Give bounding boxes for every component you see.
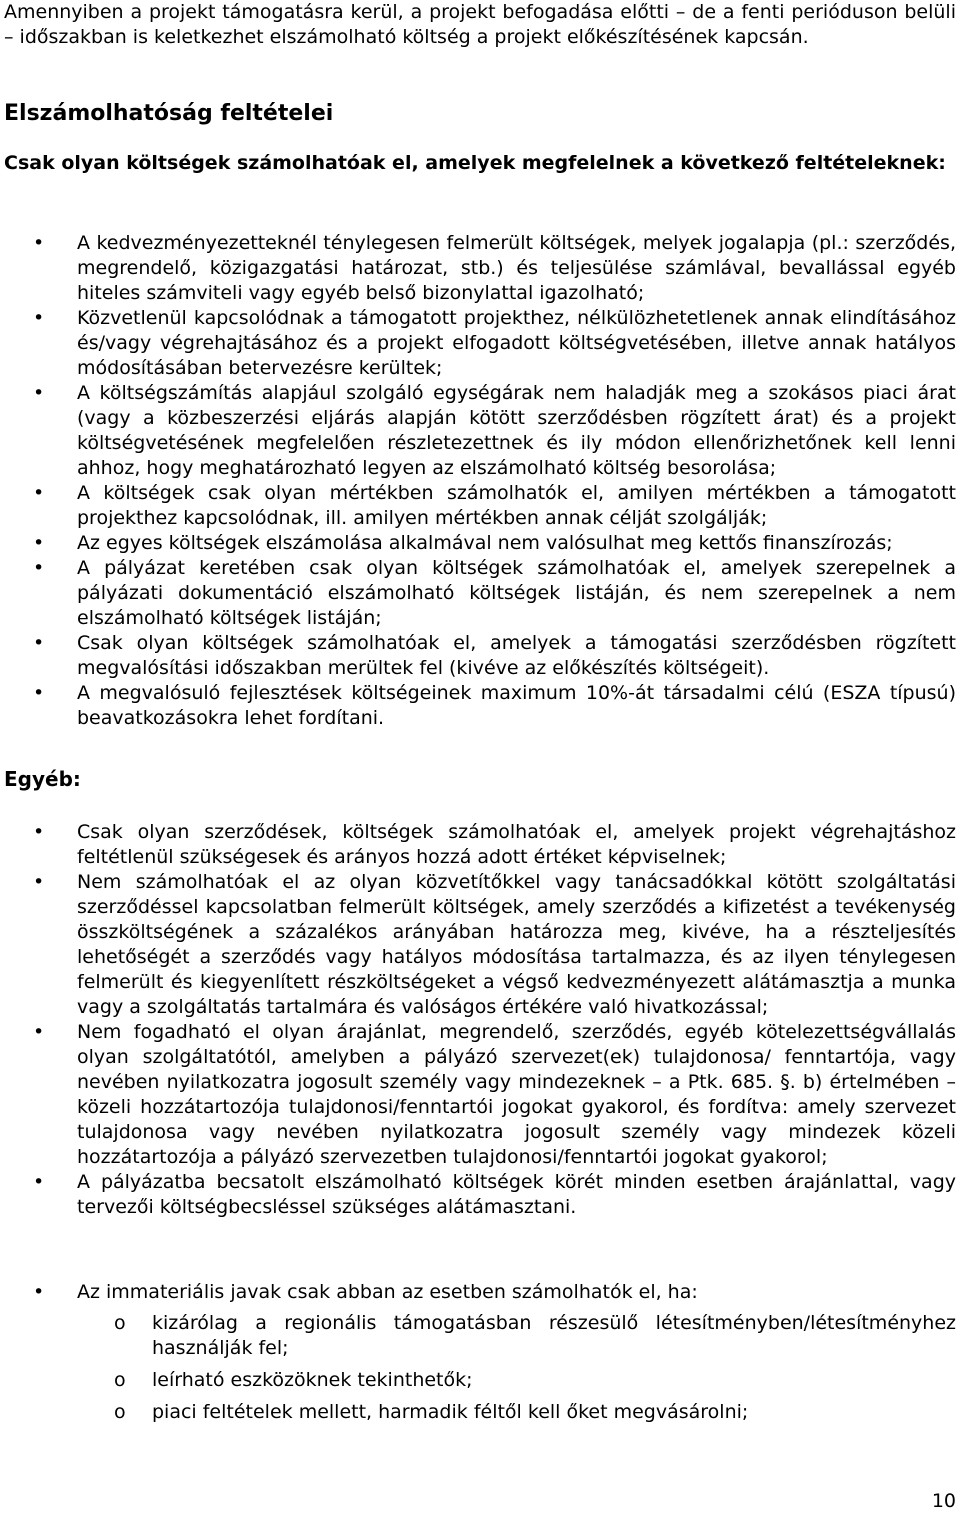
- list-item-text: Csak olyan költségek számolhatóak el, amelyek a támogatási szerződésben rögzített megvalósítási időszakban merültek fel (kivéve az előkészítés költségeit).: [77, 632, 956, 679]
- list-item: [0, 870, 960, 1020]
- list-item: [0, 481, 960, 531]
- bullet-icon: •: [33, 821, 45, 843]
- bullet-icon: •: [33, 871, 45, 893]
- bullet-icon: •: [33, 1171, 45, 1193]
- list-item-text: Nem fogadható el olyan árajánlat, megrendelő, szerződés, egyéb kötelezettségvállalás olyan szolgáltatótól, amelyben a pályázó szervezet(ek) tulajdonosa/ fenntartója, vagy nevében nyilatkozatra jogosult személy vagy mindezeknek – a Ptk. 685. §. b) értelmében – közeli hozzátartozója tulajdonosi/fenntartói jogokat gyakorol, és fordítva: amely szervezet tulajdonosa vagy nevében nyilatkozatra jogosult személy vagy mindezek közeli hozzátartozója a pályázó szervezetben tulajdonosi/fenntartói jogokat gyakorol;: [77, 1021, 956, 1168]
- list-item-text: Csak olyan szerződések, költségek számolhatóak el, amelyek projekt végrehajtáshoz feltétlenül szükségesek és arányos hozzá adott értéket képviselnek;: [77, 821, 956, 868]
- bullet-icon: •: [33, 682, 45, 704]
- sub-list-item: [0, 1400, 960, 1425]
- bullet-icon: •: [33, 632, 45, 654]
- bullet-icon: •: [33, 307, 45, 329]
- list-item-text: A pályázatba becsatolt elszámolható költségek körét minden esetben árajánlattal, vagy tervezői költségbecsléssel szükséges alátámasztani.: [77, 1171, 956, 1218]
- list-item: [0, 381, 960, 481]
- bullet-icon: •: [33, 482, 45, 504]
- circle-bullet-icon: o: [114, 1369, 126, 1391]
- sub-list-item: [0, 1368, 960, 1393]
- list-item-text: A költségek csak olyan mértékben számolhatók el, amilyen mértékben a támogatott projekthez kapcsolódnak, ill. amilyen mértékben annak célját szolgálják;: [77, 482, 956, 529]
- list-item: [0, 556, 960, 631]
- list-item-text: Nem számolhatóak el az olyan közvetítőkkel vagy tanácsadókkal kötött szolgáltatási szerződéssel kapcsolatban felmerült költségek, amely szerződés a kifizetést a tevékenység összköltségének a százalékos arányában határozza meg, kivéve, ha a részteljesítés lehetőségét a szerződés vagy hatályos módosítása tartalmazza, és az ilyen ténylegesen felmerült és kiegyenlített részköltségeket a végső kedvezményezett alátámasztja a munka vagy a szolgáltatás tartalmára és valóságos értékére való hivatkozással;: [77, 871, 956, 1018]
- other-title: Egyéb:: [4, 767, 81, 791]
- immaterial-sublist-3: [0, 1400, 960, 1425]
- conditions-intro: Csak olyan költségek számolhatóak el, amelyek megfelelnek a következő feltételeknek:: [4, 152, 946, 174]
- sub-list-item-text: leírható eszközöknek tekinthetők;: [152, 1369, 473, 1391]
- section-title: Elszámolhatóság feltételei: [4, 101, 334, 126]
- immaterial-sublist-2: [0, 1368, 960, 1393]
- bullet-icon: •: [33, 382, 45, 404]
- list-item: [0, 631, 960, 681]
- list-item: [0, 681, 960, 731]
- page-number: 10: [931, 1490, 956, 1512]
- bullet-icon: •: [33, 232, 45, 254]
- list-item: [0, 820, 960, 870]
- sub-list-item-text: kizárólag a regionális támogatásban részesülő létesítményben/létesítményhez használják fel;: [152, 1312, 956, 1359]
- other-list: [0, 820, 960, 1220]
- immaterial-sublist: [0, 1311, 960, 1361]
- sub-list-item-text: piaci feltételek mellett, harmadik féltől kell őket megvásárolni;: [152, 1401, 749, 1423]
- bullet-icon: •: [33, 1281, 45, 1303]
- list-item: [0, 1280, 960, 1305]
- list-item: [0, 531, 960, 556]
- list-item-text: A költségszámítás alapjául szolgáló egységárak nem haladják meg a szokásos piaci árat (vagy a közbeszerzési eljárás alapján kötött szerződésben rögzített árat) és a projekt költségvetésének megfelelően részletezettnek és ily módon ellenőrizhetőnek kell lenni ahhoz, hogy meghatározható legyen az elszámolható költség besorolása;: [77, 382, 956, 479]
- list-item-text: Közvetlenül kapcsolódnak a támogatott projekthez, nélkülözhetetlenek annak elindításához és/vagy végrehajtásához és a projekt elfogadott költségvetésében, illetve annak hatályos módosításában betervezésre kerültek;: [77, 307, 956, 379]
- bullet-icon: •: [33, 557, 45, 579]
- list-item: [0, 1020, 960, 1170]
- intro-paragraph: Amennyiben a projekt támogatásra kerül, a projekt befogadása előtti – de a fenti perióduson belüli – időszakban is keletkezhet elszámolható költség a projekt előkészítésének kapcsán.: [4, 1, 956, 48]
- bullet-icon: •: [33, 532, 45, 554]
- list-item: [0, 231, 960, 306]
- sub-list-item: [0, 1311, 960, 1361]
- list-item-text: Az immateriális javak csak abban az esetben számolhatók el, ha:: [77, 1281, 698, 1303]
- other-list-continued: [0, 1280, 960, 1305]
- list-item: [0, 306, 960, 381]
- list-item-text: A pályázat keretében csak olyan költségek számolhatóak el, amelyek szerepelnek a pályázati dokumentáció elszámolható költségek listáján, és nem szerepelnek a nem elszámolható költségek listáján;: [77, 557, 956, 629]
- circle-bullet-icon: o: [114, 1401, 126, 1423]
- list-item-text: Az egyes költségek elszámolása alkalmával nem valósulhat meg kettős finanszírozás;: [77, 532, 893, 554]
- list-item: [0, 1170, 960, 1220]
- list-item-text: A kedvezményezetteknél ténylegesen felmerült költségek, melyek jogalapja (pl.: szerződés, megrendelő, közigazgatási határozat, stb.) és teljesülése számlával, bevallással egyéb hiteles számviteli vagy egyéb belső bizonylattal igazolható;: [77, 232, 956, 304]
- list-item-text: A megvalósuló fejlesztések költségeinek maximum 10%-át társadalmi célú (ESZA típusú) beavatkozásokra lehet fordítani.: [77, 682, 956, 729]
- circle-bullet-icon: o: [114, 1312, 126, 1334]
- bullet-icon: •: [33, 1021, 45, 1043]
- conditions-list: [0, 231, 960, 731]
